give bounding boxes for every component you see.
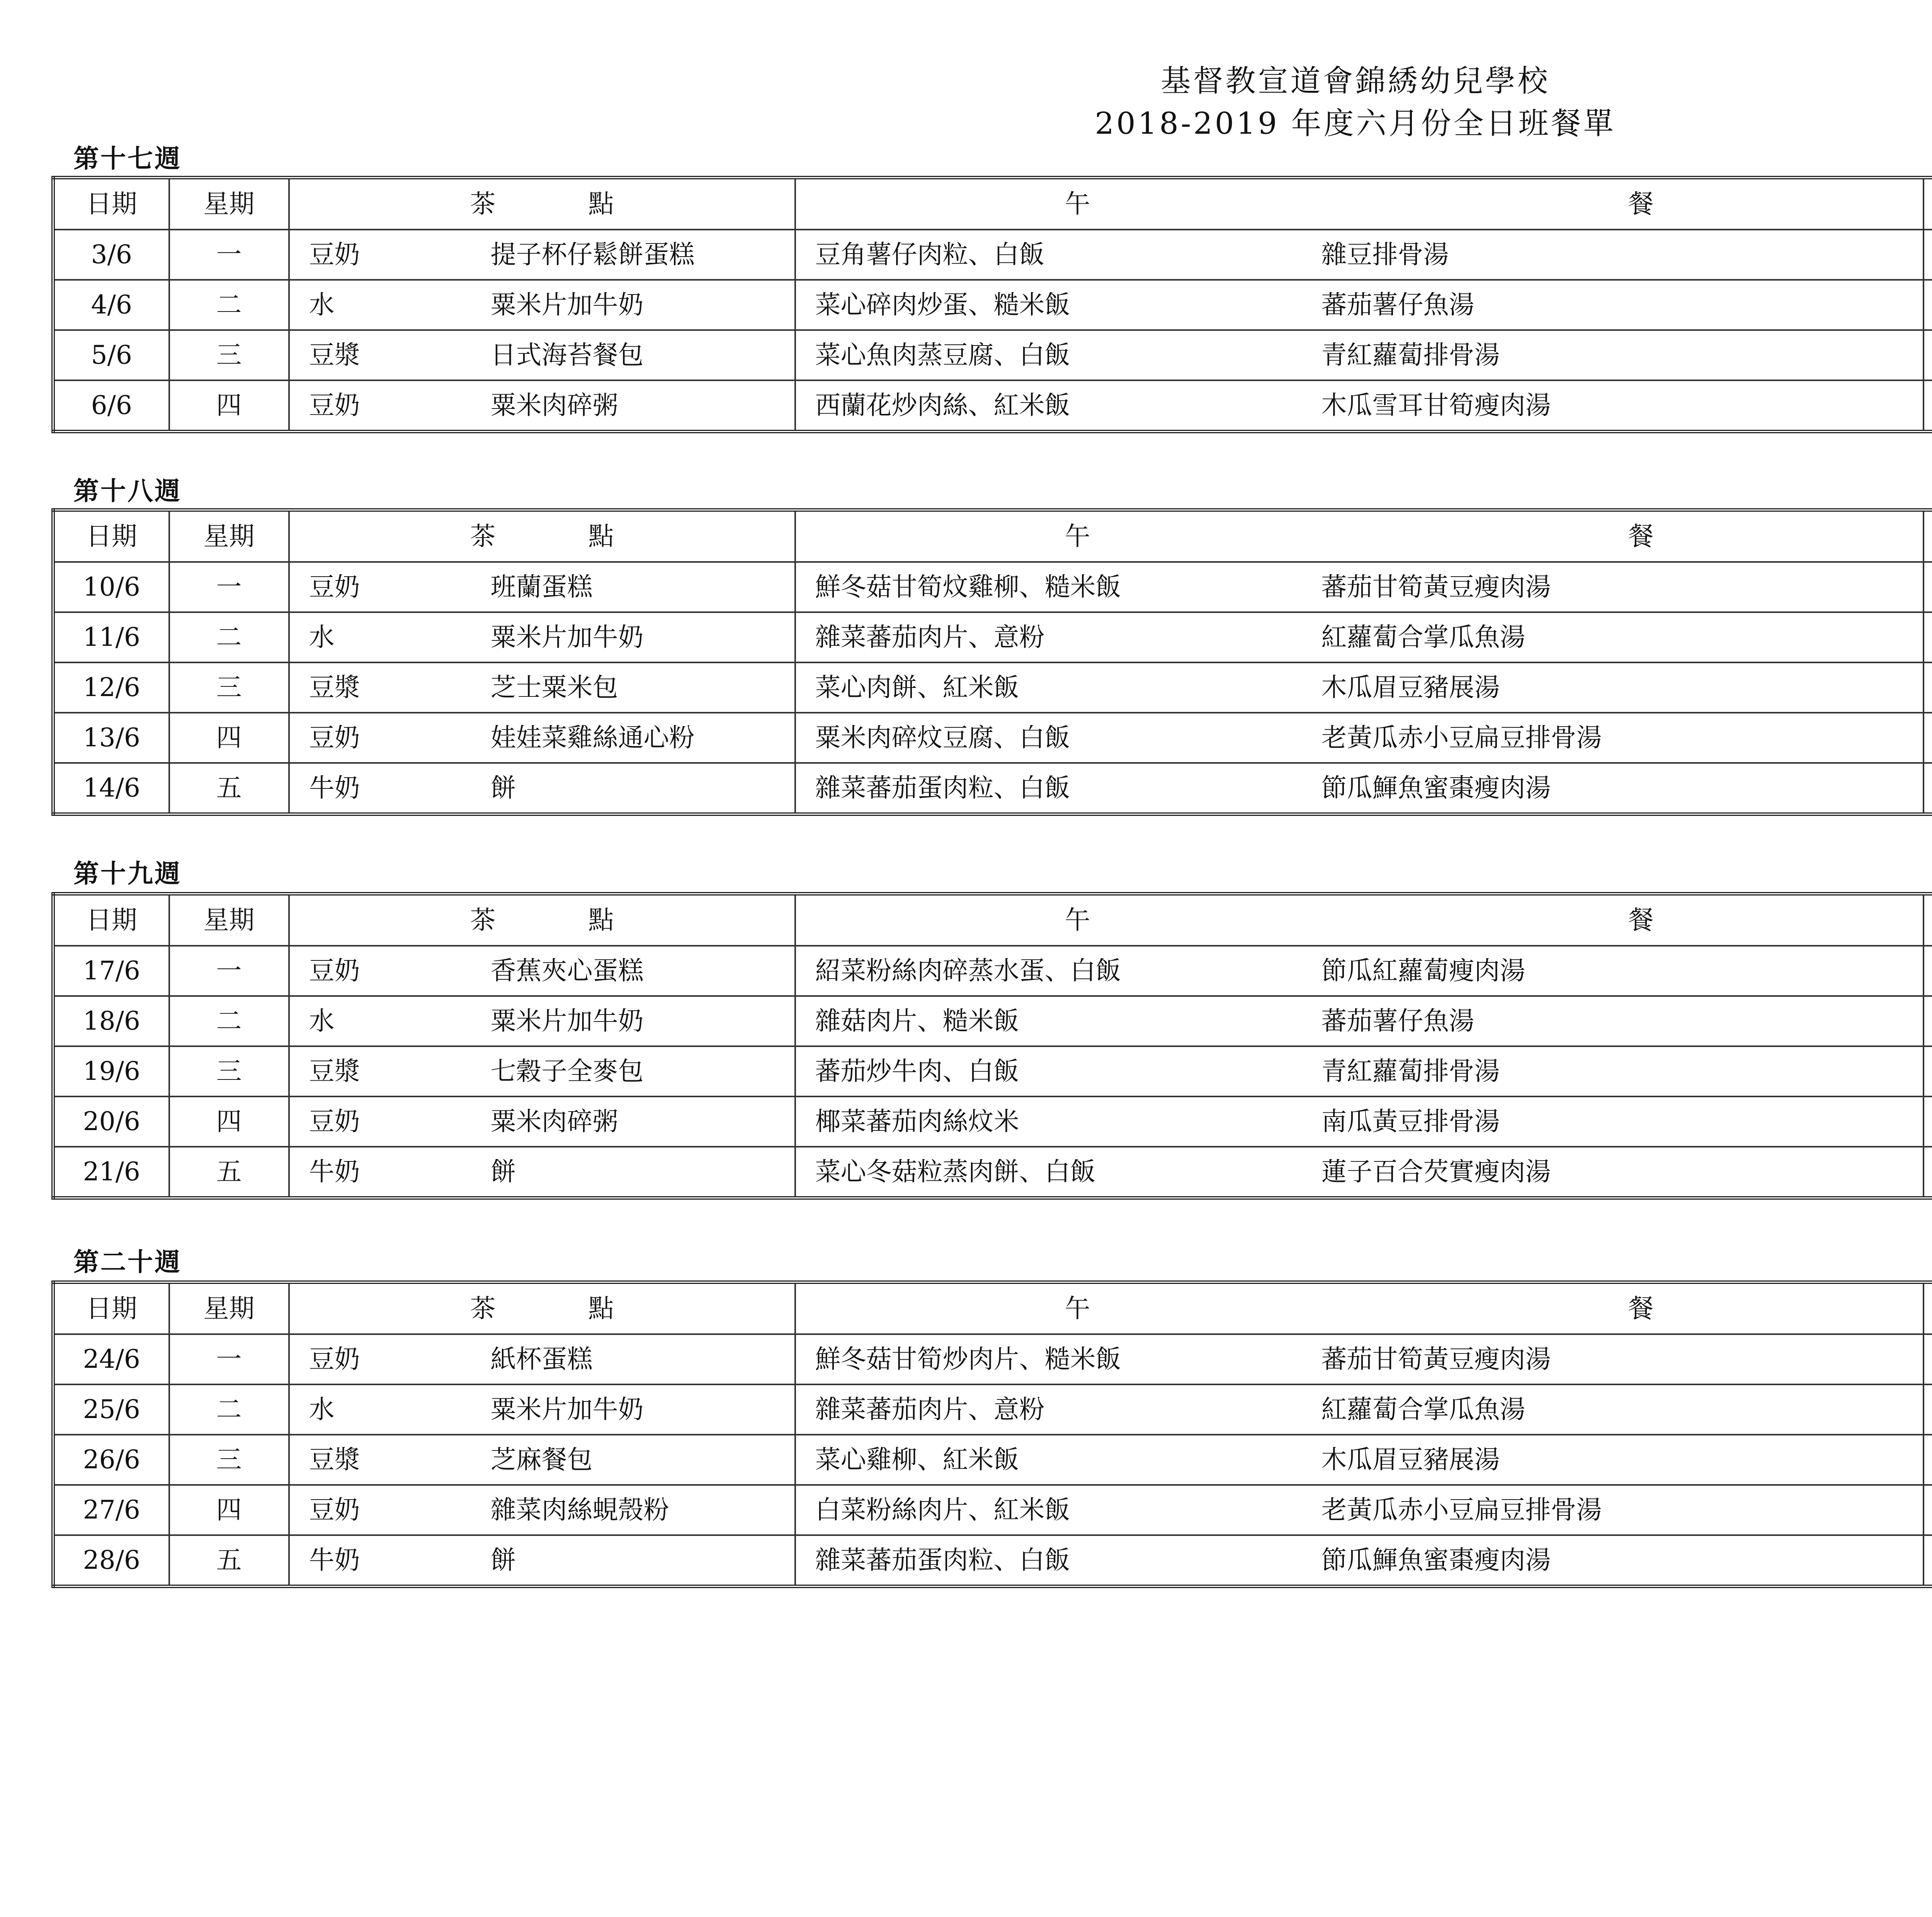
lunch-main: 鮮冬菇甘筍炆雞柳、糙米飯	[815, 572, 1121, 602]
lunch-main: 菜心魚肉蒸豆腐、白飯	[815, 340, 1070, 370]
table-row	[53, 1384, 1932, 1435]
cell-weekday: 三	[169, 1046, 289, 1096]
table-row	[53, 996, 1932, 1046]
snack-item: 班蘭蛋糕	[490, 572, 593, 602]
cell-weekday: 二	[169, 612, 289, 662]
lunch-soup: 木瓜雪耳甘筍瘦肉湯	[1321, 390, 1551, 420]
snack-item: 娃娃菜雞絲通心粉	[490, 723, 695, 752]
cell-weekday: 三	[169, 662, 289, 713]
snack-drink: 水	[309, 290, 335, 320]
cell-date: 11/6	[53, 612, 169, 662]
lunch-soup: 雜豆排骨湯	[1321, 240, 1449, 269]
lunch-soup: 紅蘿蔔合掌瓜魚湯	[1321, 1394, 1526, 1424]
header-lunch-char: 午	[1065, 521, 1090, 551]
cell-snack	[289, 763, 795, 814]
cell-fruit	[1923, 1384, 1932, 1435]
table-row	[53, 612, 1932, 662]
cell-date: 20/6	[53, 1096, 169, 1147]
header-weekday: 星期	[169, 1282, 289, 1335]
cell-date: 10/6	[53, 562, 169, 612]
snack-drink: 豆奶	[309, 390, 360, 420]
table-row	[53, 946, 1932, 996]
cell-date: 18/6	[53, 996, 169, 1046]
cell-date: 12/6	[53, 662, 169, 713]
table-header-row	[53, 178, 1932, 230]
lunch-main: 紹菜粉絲肉碎蒸水蛋、白飯	[815, 956, 1121, 986]
cell-weekday: 二	[169, 996, 289, 1046]
cell-fruit	[1923, 996, 1932, 1046]
cell-snack	[289, 380, 795, 432]
snack-drink: 豆奶	[309, 1344, 360, 1374]
cell-weekday: 一	[169, 946, 289, 996]
snack-item: 提子杯仔鬆餅蛋糕	[490, 240, 695, 269]
table-row	[53, 230, 1932, 280]
cell-lunch	[795, 1485, 1923, 1535]
lunch-main: 菜心雞柳、紅米飯	[815, 1445, 1019, 1474]
lunch-soup: 南瓜黃豆排骨湯	[1321, 1107, 1500, 1136]
cell-weekday: 一	[169, 1334, 289, 1384]
table-header-row	[53, 1282, 1932, 1335]
cell-fruit	[1923, 1046, 1932, 1096]
snack-item: 七穀子全麥包	[490, 1056, 644, 1086]
cell-lunch	[795, 1384, 1923, 1435]
cell-snack	[289, 1384, 795, 1435]
snack-drink: 水	[309, 622, 335, 652]
snack-drink: 豆奶	[309, 723, 360, 752]
snack-item: 香蕉夾心蛋糕	[490, 956, 644, 986]
week-label: 第十七週	[73, 143, 182, 174]
snack-item: 餅	[490, 1157, 516, 1187]
snack-drink: 豆奶	[309, 1107, 360, 1136]
cell-fruit	[1923, 612, 1932, 662]
snack-drink: 豆奶	[309, 240, 360, 269]
cell-snack	[289, 562, 795, 612]
lunch-main: 蕃茄炒牛肉、白飯	[815, 1056, 1019, 1086]
week-label: 第十九週	[73, 858, 182, 889]
cell-lunch	[795, 763, 1923, 814]
cell-weekday: 一	[169, 562, 289, 612]
lunch-soup: 節瓜鯶魚蜜棗瘦肉湯	[1321, 1545, 1551, 1575]
cell-fruit	[1923, 330, 1932, 380]
header-date: 日期	[53, 510, 169, 562]
snack-drink: 牛奶	[309, 1545, 360, 1575]
lunch-main: 椰菜蕃茄肉絲炆米	[815, 1107, 1019, 1136]
snack-drink: 豆奶	[309, 956, 360, 986]
lunch-soup: 蕃茄薯仔魚湯	[1321, 290, 1475, 320]
lunch-soup: 紅蘿蔔合掌瓜魚湯	[1321, 622, 1526, 652]
header-date: 日期	[53, 1282, 169, 1335]
cell-fruit	[1923, 1535, 1932, 1587]
cell-snack	[289, 330, 795, 380]
cell-date: 27/6	[53, 1485, 169, 1535]
cell-lunch	[795, 996, 1923, 1046]
lunch-main: 鮮冬菇甘筍炒肉片、糙米飯	[815, 1344, 1121, 1374]
header-snack-char: 點	[588, 189, 614, 219]
cell-snack	[289, 230, 795, 280]
snack-item: 粟米肉碎粥	[490, 390, 618, 420]
snack-item: 餅	[490, 773, 516, 803]
cell-snack	[289, 612, 795, 662]
header-lunch-char: 午	[1065, 905, 1090, 935]
snack-drink: 牛奶	[309, 1157, 360, 1187]
header-date: 日期	[53, 178, 169, 230]
table-row	[53, 562, 1932, 612]
header-weekday: 星期	[169, 178, 289, 230]
header-lunch	[795, 178, 1923, 230]
cell-date: 5/6	[53, 330, 169, 380]
week-label: 第二十週	[73, 1247, 182, 1277]
snack-item: 芝士粟米包	[490, 672, 618, 702]
lunch-main: 豆角薯仔肉粒、白飯	[815, 240, 1045, 269]
cell-fruit	[1923, 946, 1932, 996]
header-snack-char: 茶	[470, 189, 496, 219]
snack-item: 粟米片加牛奶	[490, 1006, 644, 1036]
header-snack-char: 點	[588, 1294, 614, 1323]
snack-drink: 豆奶	[309, 572, 360, 602]
cell-fruit	[1923, 380, 1932, 432]
lunch-soup: 木瓜眉豆豬展湯	[1321, 672, 1500, 702]
snack-drink: 豆漿	[309, 1445, 360, 1474]
cell-weekday: 五	[169, 763, 289, 814]
cell-snack	[289, 1096, 795, 1147]
header-snack-char: 點	[588, 521, 614, 551]
cell-date: 25/6	[53, 1384, 169, 1435]
lunch-soup: 蓮子百合芡實瘦肉湯	[1321, 1157, 1551, 1187]
cell-fruit	[1923, 280, 1932, 330]
snack-drink: 豆漿	[309, 1056, 360, 1086]
cell-weekday: 五	[169, 1147, 289, 1198]
cell-date: 28/6	[53, 1535, 169, 1587]
table-row	[53, 1435, 1932, 1485]
header-snack-char: 點	[588, 905, 614, 935]
cell-lunch	[795, 662, 1923, 713]
cell-fruit	[1923, 230, 1932, 280]
lunch-soup: 老黃瓜赤小豆扁豆排骨湯	[1321, 1495, 1602, 1525]
cell-lunch	[795, 280, 1923, 330]
header-lunch	[795, 510, 1923, 562]
cell-snack	[289, 1147, 795, 1198]
cell-weekday: 一	[169, 230, 289, 280]
lunch-soup: 老黃瓜赤小豆扁豆排骨湯	[1321, 723, 1602, 752]
table-header-row	[53, 510, 1932, 562]
table-row	[53, 662, 1932, 713]
cell-lunch	[795, 1147, 1923, 1198]
cell-date: 13/6	[53, 713, 169, 763]
cell-date: 21/6	[53, 1147, 169, 1198]
lunch-main: 雜菜蕃茄蛋肉粒、白飯	[815, 1545, 1070, 1575]
cell-lunch	[795, 1535, 1923, 1587]
cell-weekday: 二	[169, 1384, 289, 1435]
lunch-soup: 節瓜紅蘿蔔瘦肉湯	[1321, 956, 1526, 986]
cell-fruit	[1923, 1435, 1932, 1485]
header-fruit	[1923, 894, 1932, 946]
cell-fruit	[1923, 713, 1932, 763]
cell-weekday: 四	[169, 1485, 289, 1535]
table-row	[53, 1334, 1932, 1384]
table-row	[53, 380, 1932, 432]
header-snack-char: 茶	[470, 521, 496, 551]
header-lunch-char: 餐	[1628, 521, 1654, 551]
table-row	[53, 330, 1932, 380]
cell-date: 6/6	[53, 380, 169, 432]
cell-weekday: 四	[169, 1096, 289, 1147]
cell-date: 17/6	[53, 946, 169, 996]
header-lunch-char: 午	[1065, 1294, 1090, 1323]
week-menu-table	[51, 176, 1932, 433]
cell-lunch	[795, 1334, 1923, 1384]
snack-drink: 豆奶	[309, 1495, 360, 1525]
cell-snack	[289, 1435, 795, 1485]
cell-lunch	[795, 612, 1923, 662]
lunch-main: 菜心肉餅、紅米飯	[815, 672, 1019, 702]
cell-lunch	[795, 1096, 1923, 1147]
lunch-main: 雜菜蕃茄肉片、意粉	[815, 1394, 1045, 1424]
table-row	[53, 1485, 1932, 1535]
cell-snack	[289, 1535, 795, 1587]
cell-snack	[289, 1046, 795, 1096]
cell-fruit	[1923, 1485, 1932, 1535]
header-fruit	[1923, 510, 1932, 562]
snack-drink: 水	[309, 1006, 335, 1036]
school-name: 基督教宣道會錦綉幼兒學校	[1160, 64, 1550, 99]
cell-weekday: 四	[169, 380, 289, 432]
snack-item: 粟米片加牛奶	[490, 1394, 644, 1424]
document-subtitle: 2018-2019 年度六月份全日班餐單	[1095, 106, 1616, 141]
table-row	[53, 280, 1932, 330]
cell-lunch	[795, 713, 1923, 763]
snack-drink: 牛奶	[309, 773, 360, 803]
week-menu-table	[51, 508, 1932, 816]
cell-fruit	[1923, 763, 1932, 814]
header-fruit	[1923, 1282, 1932, 1335]
header-snack	[289, 510, 795, 562]
table-row	[53, 1147, 1932, 1198]
snack-item: 餅	[490, 1545, 516, 1575]
cell-snack	[289, 713, 795, 763]
snack-item: 紙杯蛋糕	[490, 1344, 593, 1374]
header-lunch	[795, 1282, 1923, 1335]
cell-fruit	[1923, 562, 1932, 612]
lunch-main: 白菜粉絲肉片、紅米飯	[815, 1495, 1070, 1525]
cell-snack	[289, 280, 795, 330]
table-row	[53, 1096, 1932, 1147]
lunch-main: 西蘭花炒肉絲、紅米飯	[815, 390, 1070, 420]
cell-snack	[289, 662, 795, 713]
lunch-main: 粟米肉碎炆豆腐、白飯	[815, 723, 1070, 752]
header-snack	[289, 178, 795, 230]
cell-weekday: 二	[169, 280, 289, 330]
cell-weekday: 五	[169, 1535, 289, 1587]
table-row	[53, 763, 1932, 814]
cell-fruit	[1923, 1147, 1932, 1198]
snack-item: 粟米片加牛奶	[490, 290, 644, 320]
lunch-soup: 青紅蘿蔔排骨湯	[1321, 340, 1500, 370]
lunch-soup: 木瓜眉豆豬展湯	[1321, 1445, 1500, 1474]
header-lunch-char: 餐	[1628, 189, 1654, 219]
cell-date: 26/6	[53, 1435, 169, 1485]
cell-lunch	[795, 380, 1923, 432]
cell-lunch	[795, 562, 1923, 612]
header-lunch-char: 餐	[1628, 905, 1654, 935]
header-weekday: 星期	[169, 510, 289, 562]
lunch-soup: 蕃茄甘筍黃豆瘦肉湯	[1321, 572, 1551, 602]
lunch-soup: 蕃茄薯仔魚湯	[1321, 1006, 1475, 1036]
lunch-main: 菜心碎肉炒蛋、糙米飯	[815, 290, 1070, 320]
snack-item: 雜菜肉絲蜆殼粉	[490, 1495, 669, 1525]
snack-drink: 豆漿	[309, 340, 360, 370]
cell-lunch	[795, 946, 1923, 996]
week-menu-table	[51, 1280, 1932, 1588]
snack-drink: 水	[309, 1394, 335, 1424]
table-header-row	[53, 894, 1932, 946]
snack-item: 粟米肉碎粥	[490, 1107, 618, 1136]
header-snack-char: 茶	[470, 905, 496, 935]
header-weekday: 星期	[169, 894, 289, 946]
cell-snack	[289, 1334, 795, 1384]
lunch-main: 菜心冬菇粒蒸肉餅、白飯	[815, 1157, 1096, 1187]
cell-fruit	[1923, 662, 1932, 713]
cell-lunch	[795, 1435, 1923, 1485]
header-fruit	[1923, 178, 1932, 230]
header-date: 日期	[53, 894, 169, 946]
header-lunch	[795, 894, 1923, 946]
snack-item: 粟米片加牛奶	[490, 622, 644, 652]
lunch-soup: 節瓜鯶魚蜜棗瘦肉湯	[1321, 773, 1551, 803]
cell-date: 3/6	[53, 230, 169, 280]
cell-fruit	[1923, 1334, 1932, 1384]
cell-date: 24/6	[53, 1334, 169, 1384]
header-snack	[289, 894, 795, 946]
table-row	[53, 1535, 1932, 1587]
header-lunch-char: 午	[1065, 189, 1090, 219]
header-snack	[289, 1282, 795, 1335]
cell-lunch	[795, 230, 1923, 280]
cell-weekday: 三	[169, 330, 289, 380]
cell-weekday: 三	[169, 1435, 289, 1485]
snack-item: 芝麻餐包	[490, 1445, 593, 1474]
week-label: 第十八週	[73, 476, 182, 506]
cell-snack	[289, 1485, 795, 1535]
header-snack-char: 茶	[470, 1294, 496, 1323]
table-row	[53, 713, 1932, 763]
snack-item: 日式海苔餐包	[490, 340, 644, 370]
cell-date: 4/6	[53, 280, 169, 330]
week-menu-table	[51, 892, 1932, 1200]
table-row	[53, 1046, 1932, 1096]
lunch-soup: 青紅蘿蔔排骨湯	[1321, 1056, 1500, 1086]
cell-date: 14/6	[53, 763, 169, 814]
snack-drink: 豆漿	[309, 672, 360, 702]
lunch-main: 雜菜蕃茄蛋肉粒、白飯	[815, 773, 1070, 803]
cell-lunch	[795, 330, 1923, 380]
lunch-main: 雜菇肉片、糙米飯	[815, 1006, 1019, 1036]
cell-fruit	[1923, 1096, 1932, 1147]
cell-date: 19/6	[53, 1046, 169, 1096]
lunch-main: 雜菜蕃茄肉片、意粉	[815, 622, 1045, 652]
cell-weekday: 四	[169, 713, 289, 763]
cell-snack	[289, 996, 795, 1046]
cell-snack	[289, 946, 795, 996]
header-lunch-char: 餐	[1628, 1294, 1654, 1323]
lunch-soup: 蕃茄甘筍黃豆瘦肉湯	[1321, 1344, 1551, 1374]
cell-lunch	[795, 1046, 1923, 1096]
